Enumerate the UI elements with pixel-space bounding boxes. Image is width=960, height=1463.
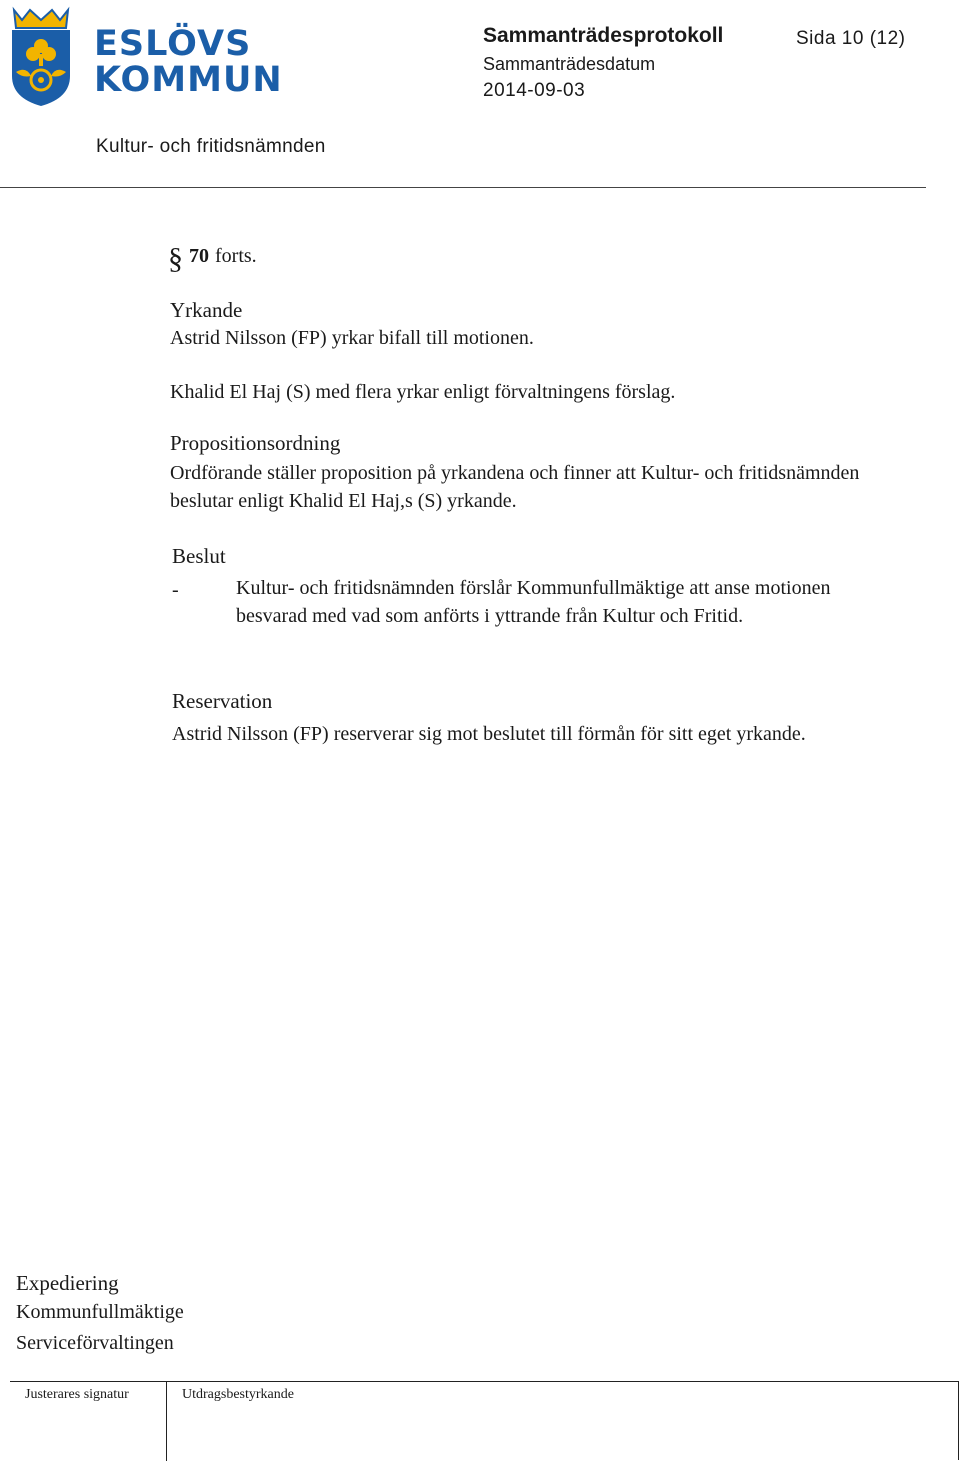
yrkande-paragraph-1: Astrid Nilsson (FP) yrkar bifall till motionen. <box>170 327 534 349</box>
extract-certification-label: Utdragsbestyrkande <box>182 1387 294 1402</box>
section-number: 70 <box>189 245 209 267</box>
signature-box <box>10 1381 959 1460</box>
page-number: Sida 10 (12) <box>796 28 906 49</box>
expediering-recipient: Kommunfullmäktige <box>16 1301 184 1323</box>
paragraph-symbol: § <box>168 242 183 275</box>
section-title <box>168 242 257 276</box>
logo-line-2: KOMMUN <box>94 60 283 100</box>
section-suffix: forts. <box>215 245 257 267</box>
yrkande-heading: Yrkande <box>170 298 243 322</box>
propositionsordning-text: Ordförande ställer proposition på yrkandena och finner att Kultur- och fritidsnämnden beslutar enligt Khalid El Haj,s (S) yrkande. <box>170 462 860 512</box>
reservation-text: Astrid Nilsson (FP) reserverar sig mot beslutet till förmån för sitt eget yrkande. <box>172 723 806 745</box>
municipality-crest-logo <box>8 6 74 108</box>
header-divider <box>0 187 926 188</box>
propositionsordning-heading: Propositionsordning <box>170 431 341 455</box>
document-type: Sammanträdesprotokoll <box>483 24 724 47</box>
meeting-date-value: 2014-09-03 <box>483 80 586 101</box>
beslut-text: Kultur- och fritidsnämnden förslår Kommunfullmäktige att anse motionen besvarad med vad som anförts i yttrande från Kultur och Fritid. <box>236 577 831 627</box>
beslut-heading: Beslut <box>172 544 226 568</box>
meeting-date-label: Sammanträdesdatum <box>483 54 656 74</box>
expediering-recipient: Serviceförvaltingen <box>16 1332 174 1354</box>
beslut-list-dash: - <box>172 579 179 601</box>
signature-divider <box>166 1381 167 1461</box>
committee-name: Kultur- och fritidsnämnden <box>96 136 326 157</box>
municipality-name-logo <box>94 26 283 98</box>
expediering-heading: Expediering <box>16 1271 119 1295</box>
yrkande-paragraph-2: Khalid El Haj (S) med flera yrkar enligt förvaltningens förslag. <box>170 381 676 403</box>
logo-line-1: ESLÖVS <box>94 24 252 64</box>
reservation-heading: Reservation <box>172 689 273 713</box>
adjuster-signature-label: Justerares signatur <box>25 1387 129 1402</box>
